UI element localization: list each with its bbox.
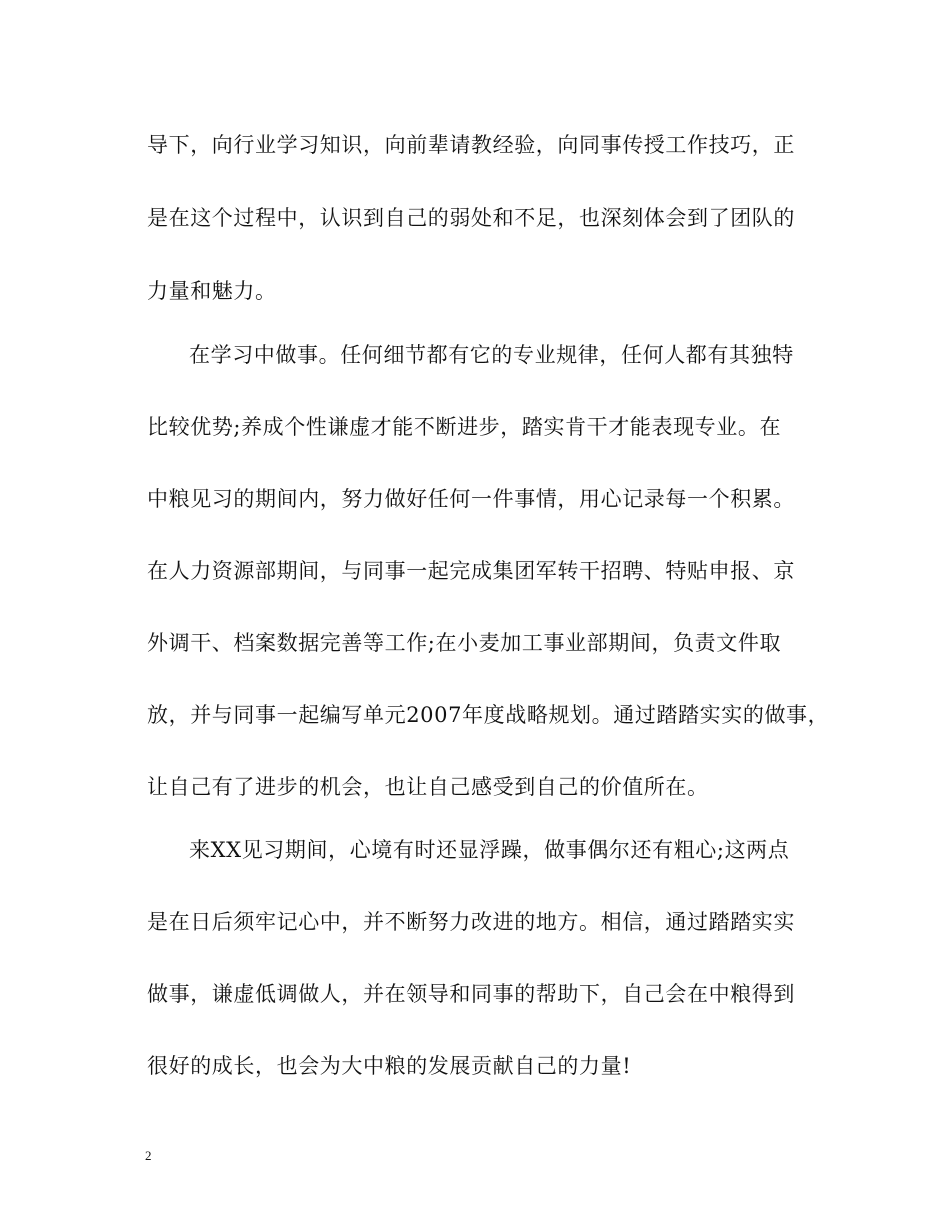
- paragraph-start-line: 在学习中做事。任何细节都有它的专业规律，任何人都有其独特: [189, 343, 794, 367]
- text-line: 外调干、档案数据完善等工作;在小麦加工事业部期间，负责文件取: [147, 631, 782, 655]
- page-number: 2: [145, 1148, 152, 1163]
- text-line: 在人力资源部期间，与同事一起完成集团军转干招聘、特贴申报、京: [147, 559, 795, 583]
- text-line: 中粮见习的期间内，努力做好任何一件事情，用心记录每一个积累。: [147, 487, 795, 511]
- text-line: 让自己有了进步的机会，也让自己感受到自己的价值所在。: [147, 775, 709, 799]
- text-line: 很好的成长，也会为大中粮的发展贡献自己的力量!: [147, 1054, 632, 1078]
- text-line: 放，并与同事一起编写单元2007年度战略规划。通过踏踏实实的做事，: [147, 703, 830, 727]
- text-line: 是在日后须牢记心中，并不断努力改进的地方。相信，通过踏踏实实: [147, 910, 795, 934]
- text-line: 做事，谦虚低调做人，并在领导和同事的帮助下，自己会在中粮得到: [147, 982, 795, 1006]
- text-line: 导下，向行业学习知识，向前辈请教经验，向同事传授工作技巧，正: [147, 133, 795, 157]
- paragraph-start-line: 来XX见习期间，心境有时还显浮躁，做事偶尔还有粗心;这两点: [189, 838, 790, 862]
- text-line: 是在这个过程中，认识到自己的弱处和不足，也深刻体会到了团队的: [147, 206, 795, 230]
- text-line: 力量和魅力。: [147, 279, 277, 303]
- text-line: 比较优势;养成个性谦虚才能不断进步，踏实肯干才能表现专业。在: [147, 415, 782, 439]
